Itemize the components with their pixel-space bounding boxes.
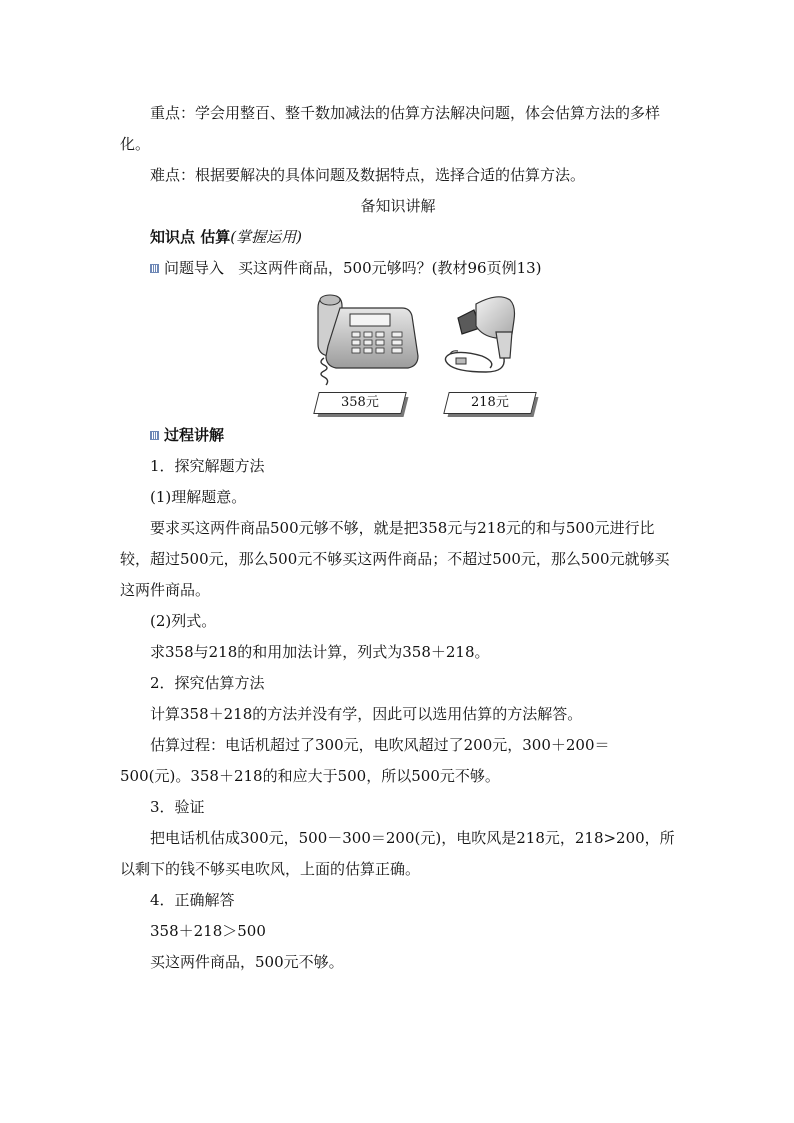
difficult-point: 难点：根据要解决的具体问题及数据特点，选择合适的估算方法。 <box>150 166 586 184</box>
section-title: 备知识讲解 <box>360 197 436 215</box>
hair-dryer-item <box>436 286 556 416</box>
step2-title: 2．探究估算方法 <box>150 674 265 692</box>
step4-formula: 358＋218＞500 <box>150 922 266 940</box>
step1-title: 1．探究解题方法 <box>150 457 265 475</box>
process-label: 过程讲解 <box>164 426 225 444</box>
telephone-item <box>306 286 426 416</box>
step1-sub2: (2)列式。 <box>150 612 217 630</box>
document-content <box>120 98 676 978</box>
section-square-icon <box>150 264 159 273</box>
step4-answer: 买这两件商品，500元不够。 <box>150 953 344 971</box>
price-tag <box>443 392 536 414</box>
hair-dryer-icon <box>436 286 556 390</box>
knowledge-note: (掌握运用) <box>230 228 302 246</box>
product-figure <box>120 284 676 420</box>
step1-formula: 求358与218的和用加法计算，列式为358＋218。 <box>150 643 490 661</box>
section-square-icon <box>150 431 159 440</box>
problem-label: 问题导入 <box>164 259 225 277</box>
step2-text2: 估算过程：电话机超过了300元，电吹风超过了200元，300＋200＝500(元)。358＋218的和应大于500，所以500元不够。 <box>120 736 610 785</box>
price-label: 218元 <box>471 395 509 410</box>
price-tag <box>313 392 406 414</box>
telephone-icon <box>306 286 426 390</box>
knowledge-label: 知识点 估算 <box>150 228 231 246</box>
step1-sub1: (1)理解题意。 <box>150 488 247 506</box>
step3-title: 3．验证 <box>150 798 205 816</box>
problem-intro <box>120 253 676 284</box>
key-point: 重点：学会用整百、整千数加减法的估算方法解决问题，体会估算方法的多样化。 <box>120 104 661 153</box>
problem-text: 买这两件商品，500元够吗？(教材96页例13) <box>238 259 542 277</box>
process-heading <box>120 420 676 451</box>
step1-text: 要求买这两件商品500元够不够，就是把358元与218元的和与500元进行比较，超过500元，那么500元不够买这两件商品；不超过500元，那么500元就够买这两件商品。 <box>120 519 670 599</box>
step3-text: 把电话机估成300元，500－300＝200(元)，电吹风是218元，218>200，所以剩下的钱不够买电吹风，上面的估算正确。 <box>120 829 675 878</box>
price-label: 358元 <box>341 395 379 410</box>
step4-title: 4．正确解答 <box>150 891 235 909</box>
step2-text1: 计算358＋218的方法并没有学，因此可以选用估算的方法解答。 <box>150 705 583 723</box>
knowledge-point-title <box>120 222 676 253</box>
